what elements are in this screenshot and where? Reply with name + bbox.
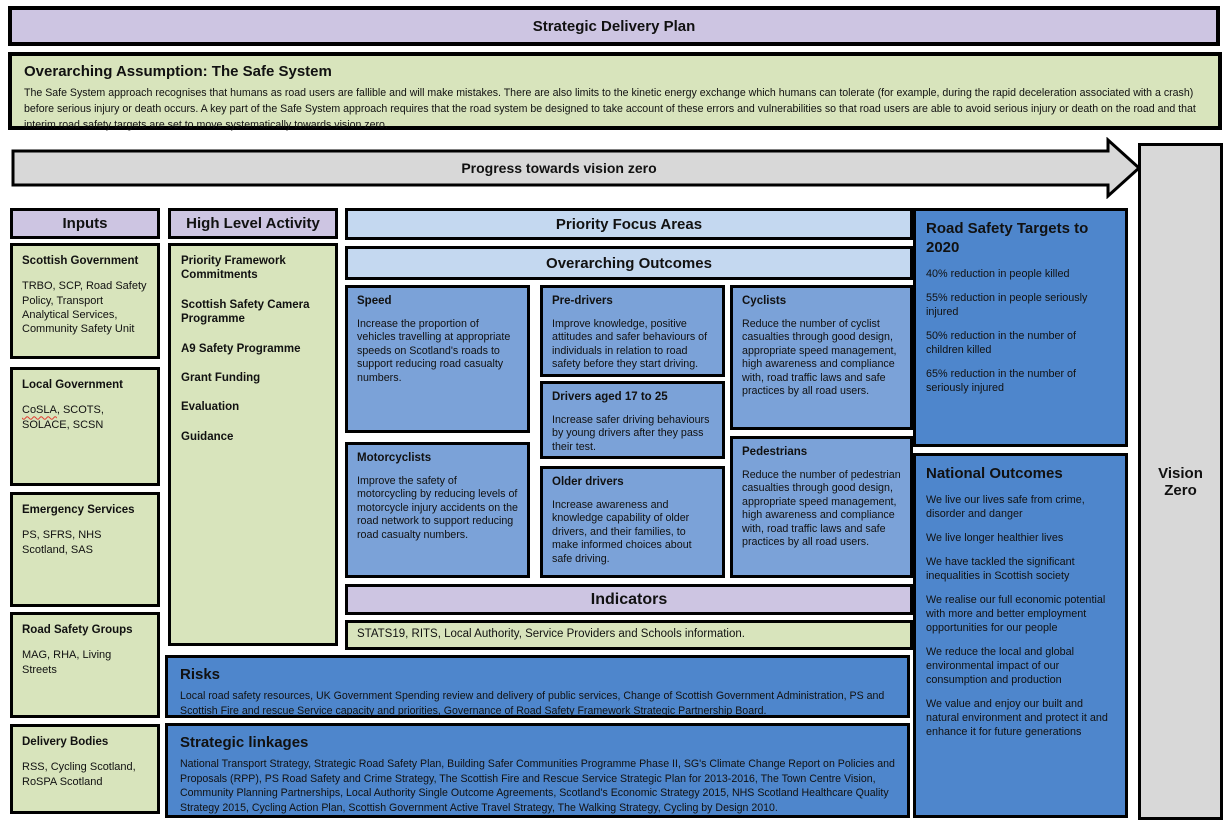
road-safety-targets-box [913, 208, 1128, 447]
focus-box-speed [345, 285, 530, 433]
focus-box-title: Speed [357, 295, 392, 307]
focus-box-title: Cyclists [742, 295, 787, 307]
target-item: 55% reduction in people seriously injured [926, 291, 1088, 318]
input-box-body: MAG, RHA, Living Streets [22, 649, 112, 676]
vision-zero-bar [1138, 143, 1223, 820]
page-title-banner [8, 6, 1220, 46]
input-box-body-rest: , SCOTS, SOLACE, SCSN [22, 404, 104, 431]
input-box-title: Scottish Government [22, 255, 139, 267]
risks-box [165, 655, 910, 718]
focus-box-drivers-aged-17-to-25 [540, 381, 725, 459]
focus-box-body: Increase awareness and knowledge capability of older drivers, and their families, to make informed choices about safe driving. [552, 498, 692, 565]
national-outcomes-title: National Outcomes [926, 465, 1063, 482]
focus-box-body: Improve the safety of motorcycling by reducing levels of motorcycle injury accidents on the road network to support reducing road casualty numbers. [357, 474, 518, 541]
overarching-outcomes-header: Overarching Outcomes [345, 246, 913, 280]
risks-body: Local road safety resources, UK Government Spending review and delivery of public services, Change of Scottish Government Administration, PS and Scottish Fire and rescue Service capacity and priorities, Governance of Road Safety Framework Strategic Partnership Board. [180, 690, 885, 717]
focus-box-title: Drivers aged 17 to 25 [552, 391, 668, 403]
spellchecked-word: CoSLA [22, 404, 57, 417]
input-box-scottish-government [10, 243, 160, 359]
focus-box-motorcyclists [345, 442, 530, 578]
road-safety-targets-title: Road Safety Targets to 2020 [926, 220, 1089, 256]
focus-box-title: Older drivers [552, 476, 624, 488]
indicators-box [345, 620, 913, 650]
input-box-road-safety-groups [10, 612, 160, 718]
input-box-body: TRBO, SCP, Road Safety Policy, Transport Analytical Services, Community Safety Unit [22, 280, 147, 336]
outcome-item: We have tackled the significant inequalities in Scottish society [926, 555, 1075, 582]
focus-box-title: Pedestrians [742, 446, 808, 458]
focus-box-older-drivers [540, 466, 725, 578]
outcome-item: We live our lives safe from crime, disorder and danger [926, 493, 1085, 520]
activity-item: Priority Framework Commitments [181, 255, 286, 282]
activity-item: Scottish Safety Camera Programme [181, 298, 310, 326]
input-box-delivery-bodies [10, 724, 160, 814]
strategic-linkages-body: National Transport Strategy, Strategic Road Safety Plan, Building Safer Communities Programme Phase II, SG's Climate Change Report on Policies and Proposals (RPP), PS Road Safety and Crime Strategy, The Scottish Fire and Rescue Service Strategic Plan for 2013-2016, The Town Centre Vision, Community Planning Partnerships, Local Authority Single Outcome Agreements, Scotland's Economic Strategy 2015, NHS Scotland Healthcare Quality Strategy 2015, Cycling Action Plan, Scottish Government Active Travel Strategy, The Walking Strategy, Cycling by Design 2010. [180, 758, 895, 814]
focus-box-pre-drivers [540, 285, 725, 377]
target-item: 65% reduction in the number of seriously injured [926, 367, 1077, 394]
focus-box-body: Reduce the number of pedestrian casualties through good design, appropriate speed management, high awareness and compliance with, road traffic laws and safe practices by all road users. [742, 468, 901, 549]
focus-box-body: Reduce the number of cyclist casualties through good design, appropriate speed management, high awareness and compliance with, road traffic laws and safe practices by all road users. [742, 317, 897, 398]
assumption-title: Overarching Assumption: The Safe System [24, 63, 332, 80]
priority-focus-areas-header: Priority Focus Areas [345, 208, 913, 240]
indicators-header: Indicators [345, 584, 913, 615]
input-box-emergency-services [10, 492, 160, 607]
outcome-item: We live longer healthier lives [926, 531, 1064, 544]
target-item: 40% reduction in people killed [926, 267, 1070, 280]
target-item: 50% reduction in the number of children killed [926, 329, 1077, 356]
focus-box-body: Increase the proportion of vehicles travelling at appropriate speeds on Scotland's roads to support reducing road casualty numbers. [357, 317, 511, 384]
vision-zero-label: Vision Zero [1158, 464, 1203, 499]
strategic-linkages-box [165, 723, 910, 818]
risks-title: Risks [180, 666, 221, 683]
input-box-title: Emergency Services [22, 504, 135, 516]
input-box-title: Local Government [22, 379, 123, 391]
input-box-title: Delivery Bodies [22, 736, 109, 748]
strategic-linkages-title: Strategic linkages [180, 734, 309, 751]
input-box-local-government [10, 367, 160, 486]
outcome-item: We value and enjoy our built and natural environment and protect it and enhance it for future generations [926, 698, 1108, 739]
input-box-body: PS, SFRS, NHS Scotland, SAS [22, 529, 102, 556]
outcome-item: We reduce the local and global environmental impact of our consumption and production [926, 646, 1075, 687]
activity-item: Evaluation [181, 401, 240, 414]
focus-box-cyclists [730, 285, 913, 430]
focus-box-title: Pre-drivers [552, 295, 613, 307]
input-box-body: RSS, Cycling Scotland, RoSPA Scotland [22, 761, 136, 788]
outcome-item: We realise our full economic potential with more and better employment opportunities for our people [926, 593, 1106, 634]
focus-box-pedestrians [730, 436, 913, 578]
progress-arrow-label: Progress towards vision zero [461, 160, 657, 176]
activity-item: Guidance [181, 430, 234, 443]
input-box-body [22, 403, 148, 432]
assumption-body: The Safe System approach recognises that humans as road users are fallible and will make mistakes. There are also limits to the kinetic energy exchange which humans can tolerate (for example, during the rapid deceleration associated with a crash) before serious injury or death occurs. A key part of the Safe System approach requires that the road system be designed to take account of these errors and vulnerabilities so that road users are able to avoid serious injury or death on the road and that interim road safety targets are set to move systematically towards vision zero. [24, 87, 1196, 131]
activity-item: A9 Safety Programme [181, 342, 301, 355]
indicators-body: STATS19, RITS, Local Authority, Service Providers and Schools information. [357, 628, 745, 640]
high-level-activity-header: High Level Activity [168, 208, 338, 239]
focus-box-title: Motorcyclists [357, 452, 432, 464]
activity-item: Grant Funding [181, 371, 261, 384]
assumption-box [8, 52, 1222, 130]
focus-box-body: Increase safer driving behaviours by young drivers after they pass their test. [552, 413, 710, 453]
national-outcomes-box [913, 453, 1128, 818]
inputs-column-header: Inputs [10, 208, 160, 239]
focus-box-body: Improve knowledge, positive attitudes and safer behaviours of individuals in relation to road safety before they start driving. [552, 317, 708, 371]
high-level-activity-box [168, 243, 338, 646]
input-box-title: Road Safety Groups [22, 624, 133, 636]
page-title: Strategic Delivery Plan [532, 17, 696, 35]
